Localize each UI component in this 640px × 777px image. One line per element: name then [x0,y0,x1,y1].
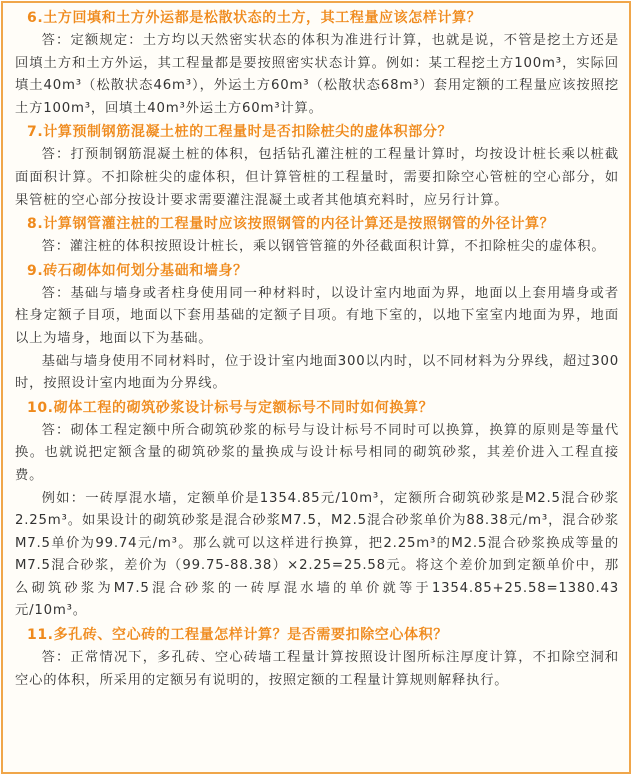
question-heading-8: 8.计算钢管灌注桩的工程量时应该按照钢管的内径计算还是按照钢管的外径计算？ [27,216,555,233]
answer-paragraph: 基础与墙身使用不同材料时，位于设计室内地面300以内时，以不同材料为分界线，超过300时，按照设计室内地面为分界线。 [15,353,619,392]
question-heading-11: 11.多孔砖、空心砖的工程量怎样计算？是否需要扣除空心体积？ [27,627,448,644]
answer-paragraph: 答：正常情况下，多孔砖、空心砖墙工程量计算按照设计图所标注厚度计算，不扣除空洞和空心的体积，所采用的定额另有说明的，按照定额的工程量计算规则解释执行。 [15,650,619,688]
article-frame [1,1,631,774]
question-heading-7: 7.计算预制钢筋混凝土桩的工程量时是否扣除桩尖的虚体积部分？ [27,124,453,141]
example-paragraph: 例如：一砖厚混水墙，定额单价是1354.85元/10m³，定额所合砌筑砂浆是M2.5混合砂浆2.25m³。如果设计的砌筑砂浆是混合砂浆M7.5，M2.5混合砂浆单价为88.38元/m³，混合砂浆M7.5单价为99.74元/m³。那么就可以这样进行换算，把2.25m³的M2.5混合砂浆换成等量的M7.5混合砂浆，差价为（99.75-88.38）×2.25=25.58元。将这个差价加到定额单价中，那么砌筑砂浆为M7.5混合砂浆的一砖厚混水墙的单价就等于1354.85+25.58=1380.43元/10m³。 [15,490,619,619]
answer-paragraph: 答：打预制钢筋混凝土桩的体积，包括钻孔灌注桩的工程量计算时，均按设计桩长乘以桩截面面积计算。不扣除桩尖的虚体积，但计算管桩的工程量时，需要扣除空心管桩的空心部分，如果管桩的空心部分按设计要求需要灌注混凝土或者其他填充料时，应另行计算。 [15,147,619,208]
question-heading-10: 10.砌体工程的砌筑砂浆设计标号与定额标号不同时如何换算？ [27,399,434,416]
question-heading-6: 6.土方回填和土方外运都是松散状态的土方，其工程量应该怎样计算？ [27,10,482,26]
answer-paragraph: 答：灌注桩的体积按照设计桩长，乘以钢管管箍的外径截面积计算，不扣除桩尖的虚体积。 [41,239,606,255]
question-heading-9: 9.砖石砌体如何划分基础和墙身？ [27,262,248,279]
answer-paragraph: 答：定额规定：土方均以天然密实状态的体积为准进行计算，也就是说，不管是挖土方还是回填土方和土方外运，其工程量都是要按照密实状态计算。例如：某工程挖土方100m³，实际回填土40m³（松散状态46m³），外运土方60m³（松散状态68m³）套用定额的工程量应该按照挖土方100m³，回填土40m³外运土方60m³计算。 [15,33,619,116]
answer-paragraph: 答：砌体工程定额中所合砌筑砂浆的标号与设计标号不同时可以换算，换算的原则是等量代换。也就说把定额含量的砌筑砂浆的量换成与设计标号相同的砌筑砂浆，其差价进入工程直接费。 [15,422,619,483]
article-content [3,3,629,692]
answer-paragraph: 答：基础与墙身或者柱身使用同一种材料时，以设计室内地面为界，地面以上套用墙身或者柱身定额子目项，地面以下套用基础的定额子目项。有地下室的，以地下室室内地面为界，地面以上为墙身，地面以下为基础。 [15,285,619,346]
